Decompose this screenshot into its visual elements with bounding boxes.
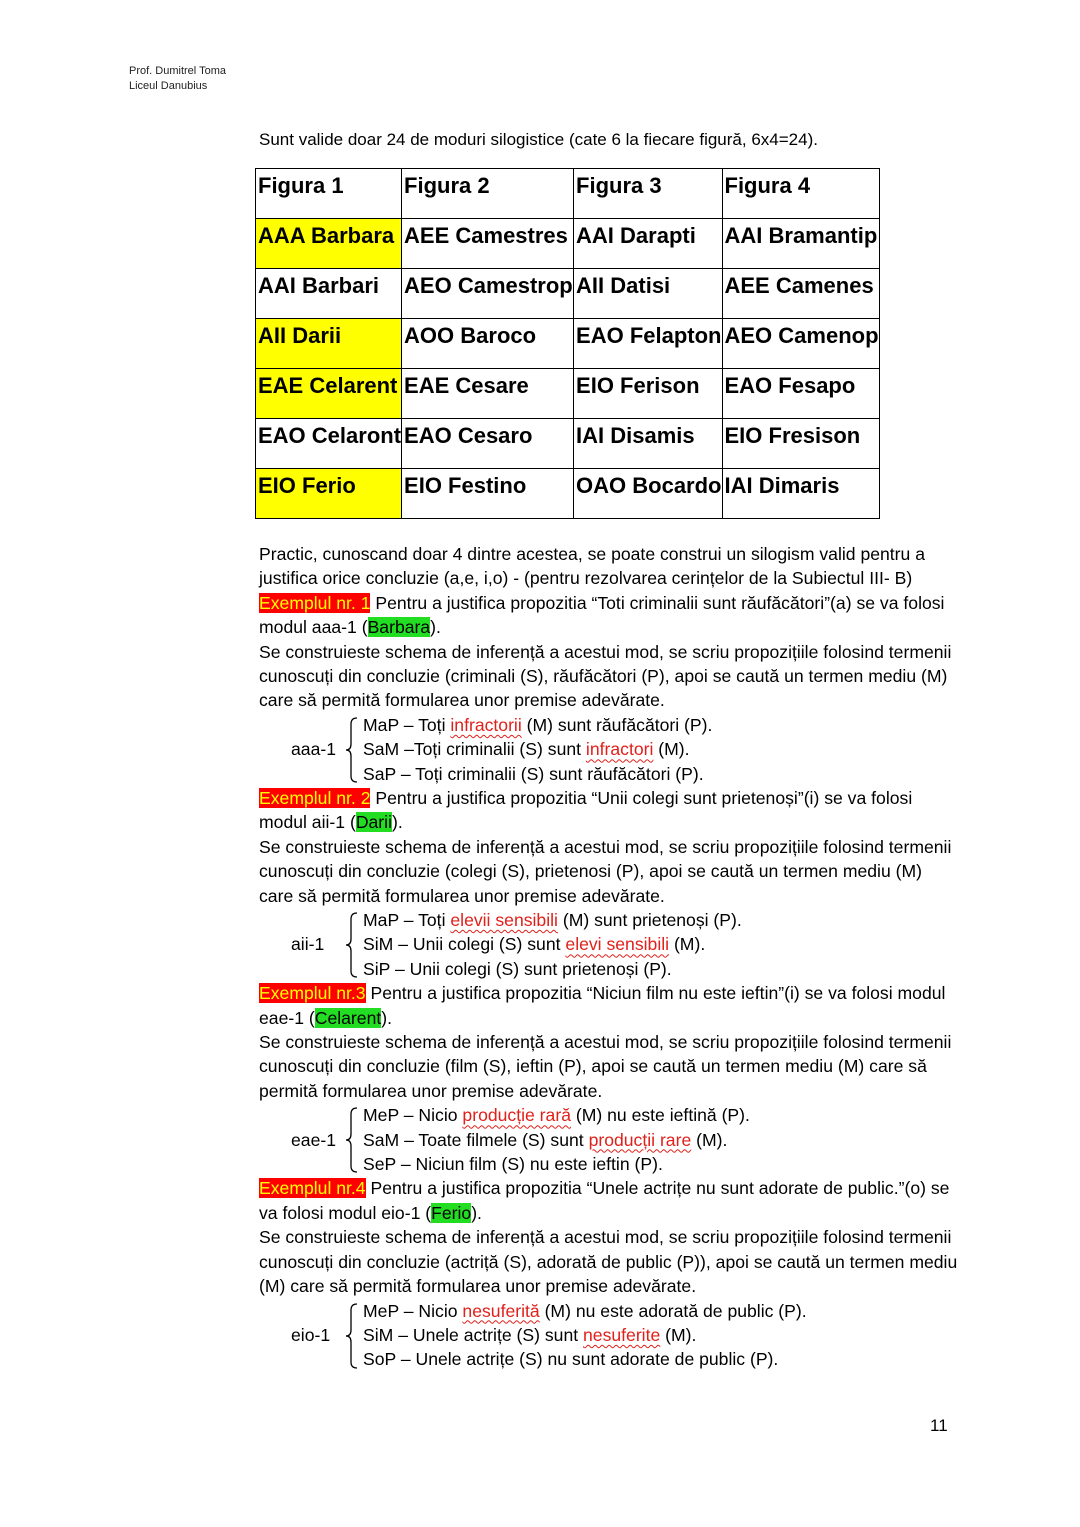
minor-premise: SaM – Toate filmele (S) sunt producții rare (M). xyxy=(363,1129,728,1150)
scheme-name: eae-1 xyxy=(291,1129,336,1150)
example-text-end: ). xyxy=(391,812,403,833)
example-text: Pentru a justifica propozitia “Unele actrițe nu sunt adorate de public.”(o) se va folosi modul eio-1 ( xyxy=(259,1178,950,1223)
major-premise: MaP – Toți elevii sensibili (M) sunt prietenoși (P). xyxy=(363,910,742,931)
middle-term: infractori xyxy=(585,739,654,760)
table-cell: AOO Baroco xyxy=(402,319,574,369)
intro-sentence: Sunt valide doar 24 de moduri silogistice (cate 6 la fiecare figură, 6x4=24). xyxy=(259,130,818,149)
example-text-end: ). xyxy=(471,1202,482,1223)
example-1-scheme xyxy=(259,713,959,786)
mode-name: Ferio xyxy=(431,1202,472,1223)
example-2-statement xyxy=(259,786,959,835)
middle-term: producții rare xyxy=(588,1129,692,1150)
example-text-end: ). xyxy=(430,617,441,638)
table-cell: IAI Disamis xyxy=(574,419,722,469)
mode-name: Celarent xyxy=(314,1007,382,1028)
page-number: 11 xyxy=(930,1416,948,1435)
table-cell-highlighted: EIO Ferio xyxy=(256,469,402,519)
example-1-description: Se construieste schema de inferență a acestui mod, se scriu propozițiile folosind termenii cunoscuți din concluzie (criminali (S), răufăcători (P), apoi se caută un termen mediu (M) care să permită formularea unor premise adevărate. xyxy=(259,641,952,711)
example-text-end: ). xyxy=(381,1007,393,1028)
table-cell-highlighted: AII Darii xyxy=(256,319,402,369)
table-cell: AEE Camestres xyxy=(402,219,574,269)
mode-name: Darii xyxy=(355,812,392,833)
table-cell: AAI Bramantip xyxy=(722,219,879,269)
middle-term: nesuferite xyxy=(583,1324,661,1345)
table-cell: AAI Barbari xyxy=(256,269,402,319)
example-2-description: Se construieste schema de inferență a acestui mod, se scriu propozițiile folosind termenii cunoscuți din concluzie (colegi (S), prietenosi (P), apoi se caută un termen mediu (M) care să permită formularea unor premise adevărate. xyxy=(259,836,952,906)
table-row xyxy=(256,219,880,269)
conclusion: SeP – Niciun film (S) nu este ieftin (P). xyxy=(363,1154,663,1175)
table-cell: EAO Celaront xyxy=(256,419,402,469)
minor-premise: SiM – Unii colegi (S) sunt elevi sensibili (M). xyxy=(363,934,706,955)
table-header-cell: Figura 4 xyxy=(722,169,879,219)
table-cell: AII Datisi xyxy=(574,269,722,319)
conclusion: SiP – Unii colegi (S) sunt prietenoși (P). xyxy=(363,958,672,979)
scheme-name: eio-1 xyxy=(291,1324,331,1345)
example-text: Pentru a justifica propozitia “Unii colegi sunt prietenoși”(i) se va folosi modul aii-1 ( xyxy=(259,788,913,833)
minor-premise: SaM –Toți criminalii (S) sunt infractori (M). xyxy=(363,739,690,760)
example-3-description: Se construieste schema de inferență a acestui mod, se scriu propozițiile folosind termenii cunoscuți din concluzie (film (S), ieftin (P), apoi se caută un termen mediu (M) care să permită formularea unor premise adevărate. xyxy=(259,1032,952,1101)
table-cell: AEO Camenop xyxy=(722,319,879,369)
example-4-scheme xyxy=(259,1299,959,1372)
example-tag: Exemplul nr. 1 xyxy=(259,592,371,613)
example-tag: Exemplul nr.3 xyxy=(259,983,366,1004)
major-premise: MaP – Toți infractorii (M) sunt răufăcători (P). xyxy=(363,714,713,735)
table-cell: EAO Felapton xyxy=(574,319,722,369)
table-header-cell: Figura 3 xyxy=(574,169,722,219)
major-premise: MeP – Nicio producție rară (M) nu este ieftină (P). xyxy=(363,1105,750,1126)
table-cell: OAO Bocardo xyxy=(574,469,722,519)
practic-paragraph: Practic, cunoscand doar 4 dintre acestea, se poate construi un silogism valid pentru a justifica orice concluzie (a,e, i,o) - (pentru rezolvarea cerințelor de la Subiectul III- B) xyxy=(259,544,926,589)
table-cell-highlighted: AAA Barbara xyxy=(256,219,402,269)
example-tag: Exemplul nr.4 xyxy=(259,1178,366,1199)
conclusion: SoP – Unele actrițe (S) nu sunt adorate de public (P). xyxy=(363,1349,779,1370)
example-4-description: Se construieste schema de inferență a acestui mod, se scriu propozițiile folosind termenii cunoscuți din concluzie (actriță (S), adorată de public (P)), apoi se caută un termen mediu (M) care să permită formularea unor premise adevărate. xyxy=(259,1227,958,1297)
table-header-row xyxy=(256,169,880,219)
example-3-statement xyxy=(259,981,959,1030)
table-row xyxy=(256,419,880,469)
table-cell: EAE Cesare xyxy=(402,369,574,419)
syllogism-modes-table xyxy=(255,168,880,519)
example-text: Pentru a justifica propozitia “Niciun film nu este ieftin”(i) se va folosi modul eae-1 ( xyxy=(259,983,946,1028)
major-premise: MeP – Nicio nesuferită (M) nu este adorată de public (P). xyxy=(363,1300,807,1321)
example-2-scheme xyxy=(259,908,959,981)
table-header-cell: Figura 1 xyxy=(256,169,402,219)
brace-icon xyxy=(345,912,359,978)
conclusion: SaP – Toți criminalii (S) sunt răufăcători (P). xyxy=(363,763,704,784)
table-cell: EIO Ferison xyxy=(574,369,722,419)
table-cell-highlighted: EAE Celarent xyxy=(256,369,402,419)
middle-term: infractorii xyxy=(450,714,522,735)
mode-name: Barbara xyxy=(367,617,431,638)
author-name: Prof. Dumitrel Toma xyxy=(129,65,226,77)
example-tag: Exemplul nr. 2 xyxy=(259,788,371,809)
example-4-statement xyxy=(259,1176,959,1225)
table-cell: AAI Darapti xyxy=(574,219,722,269)
minor-premise: SiM – Unele actrițe (S) sunt nesuferite (M). xyxy=(363,1324,697,1345)
middle-term: elevi sensibili xyxy=(565,934,670,955)
example-text: Pentru a justifica propozitia “Toti criminalii sunt răufăcători”(a) se va folosi modul aaa-1 ( xyxy=(259,592,945,638)
scheme-name: aii-1 xyxy=(291,934,325,955)
table-cell: EIO Festino xyxy=(402,469,574,519)
explanation-section xyxy=(259,542,959,1372)
brace-icon xyxy=(345,717,359,783)
table-row xyxy=(256,369,880,419)
middle-term: producție rară xyxy=(462,1105,571,1126)
table-cell: AEO Camestrop xyxy=(402,269,574,319)
table-row xyxy=(256,319,880,369)
table-row xyxy=(256,469,880,519)
table-cell: EAO Fesapo xyxy=(722,369,879,419)
table-row xyxy=(256,269,880,319)
example-1-statement xyxy=(259,591,959,640)
brace-icon xyxy=(345,1303,359,1369)
middle-term: nesuferită xyxy=(462,1300,540,1321)
school-name: Liceul Danubius xyxy=(129,80,208,92)
page-header xyxy=(129,64,226,94)
table-cell: EIO Fresison xyxy=(722,419,879,469)
table-cell: EAO Cesaro xyxy=(402,419,574,469)
scheme-name: aaa-1 xyxy=(291,739,336,760)
table-cell: IAI Dimaris xyxy=(722,469,879,519)
table-cell: AEE Camenes xyxy=(722,269,879,319)
middle-term: elevii sensibili xyxy=(450,910,558,931)
brace-icon xyxy=(345,1107,359,1173)
example-3-scheme xyxy=(259,1103,959,1176)
table-header-cell: Figura 2 xyxy=(402,169,574,219)
